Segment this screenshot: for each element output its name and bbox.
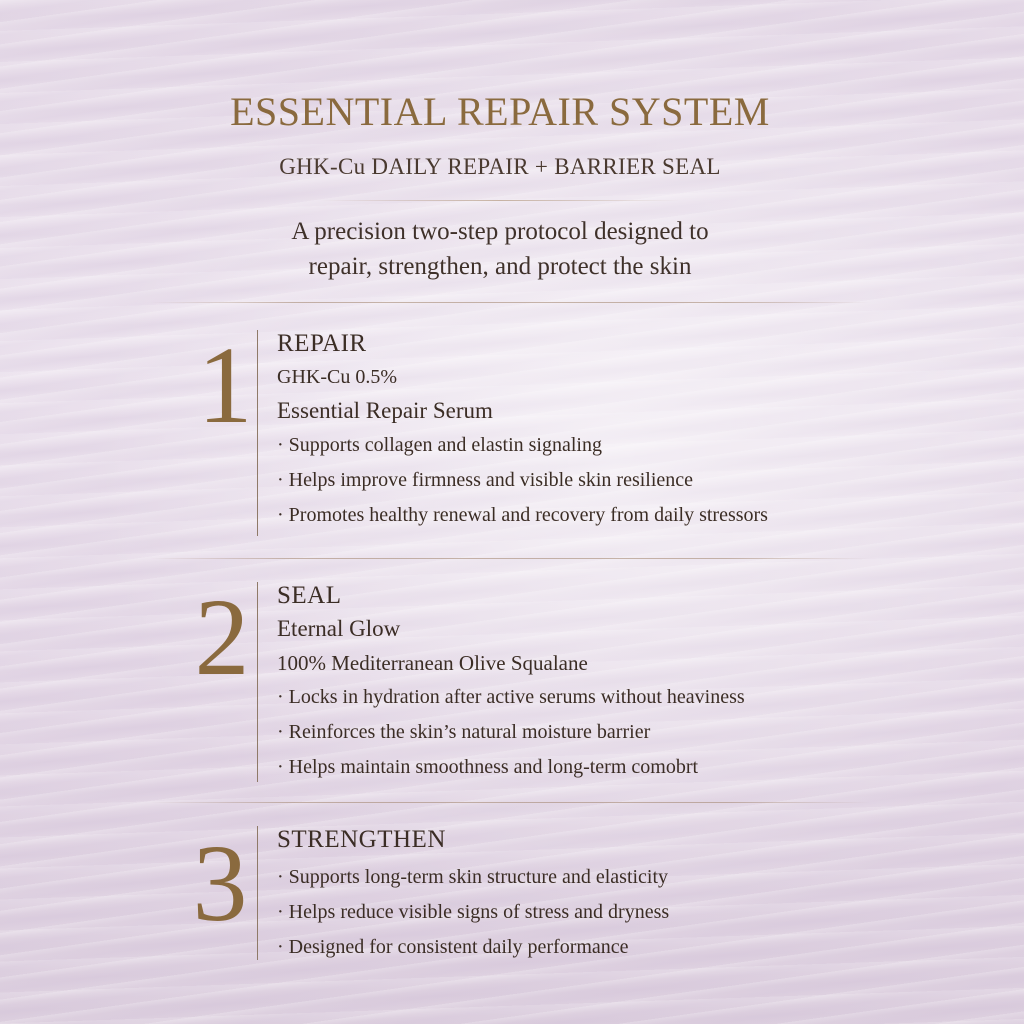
step-number-3: 3 (192, 822, 248, 944)
step-1-concentration: GHK-Cu 0.5% (277, 366, 397, 388)
step-2-ingredient: 100% Mediterranean Olive Squalane (277, 651, 588, 675)
list-item: · Helps reduce visible signs of stress and dryness (277, 895, 997, 930)
subtitle-divider (320, 200, 680, 201)
step-1-product-name: Essential Repair Serum (277, 398, 493, 423)
page-title: ESSENTIAL REPAIR SYSTEM (230, 89, 770, 134)
step-1-content (277, 328, 997, 533)
intro-text (0, 214, 1000, 284)
step-3-bar (257, 826, 258, 960)
list-item: · Designed for consistent daily performance (277, 930, 997, 965)
step-3-content (277, 824, 997, 965)
step-2-heading: SEAL (277, 582, 342, 609)
step-2-bar (257, 582, 258, 782)
step-2-product-name: Eternal Glow (277, 616, 401, 641)
list-item: · Promotes healthy renewal and recovery from daily stressors (277, 498, 997, 533)
step-3-heading: STRENGTHEN (277, 826, 446, 853)
list-item: · Helps maintain smoothness and long-term comobrt (277, 750, 997, 785)
section-divider-1 (150, 558, 870, 559)
step-2-content (277, 580, 997, 785)
list-item: · Supports long-term skin structure and elasticity (277, 860, 997, 895)
step-number-1: 1 (197, 324, 253, 446)
step-number-2: 2 (194, 576, 250, 698)
intro-line-2: repair, strengthen, and protect the skin (308, 253, 692, 280)
list-item: · Locks in hydration after active serums without heaviness (277, 680, 997, 715)
step-1-bar (257, 330, 258, 536)
step-1-bullets (277, 428, 997, 533)
list-item: · Helps improve firmness and visible skin resilience (277, 463, 997, 498)
step-2-bullets (277, 680, 997, 785)
list-item: · Supports collagen and elastin signaling (277, 428, 997, 463)
intro-line-1: A precision two-step protocol designed to (291, 218, 709, 245)
step-1-heading: REPAIR (277, 330, 367, 357)
section-divider-top (150, 302, 870, 303)
section-divider-2 (150, 802, 870, 803)
list-item: · Reinforces the skin’s natural moisture barrier (277, 715, 997, 750)
page-subtitle: GHK-Cu DAILY REPAIR + BARRIER SEAL (279, 154, 721, 179)
step-3-bullets (277, 860, 997, 965)
